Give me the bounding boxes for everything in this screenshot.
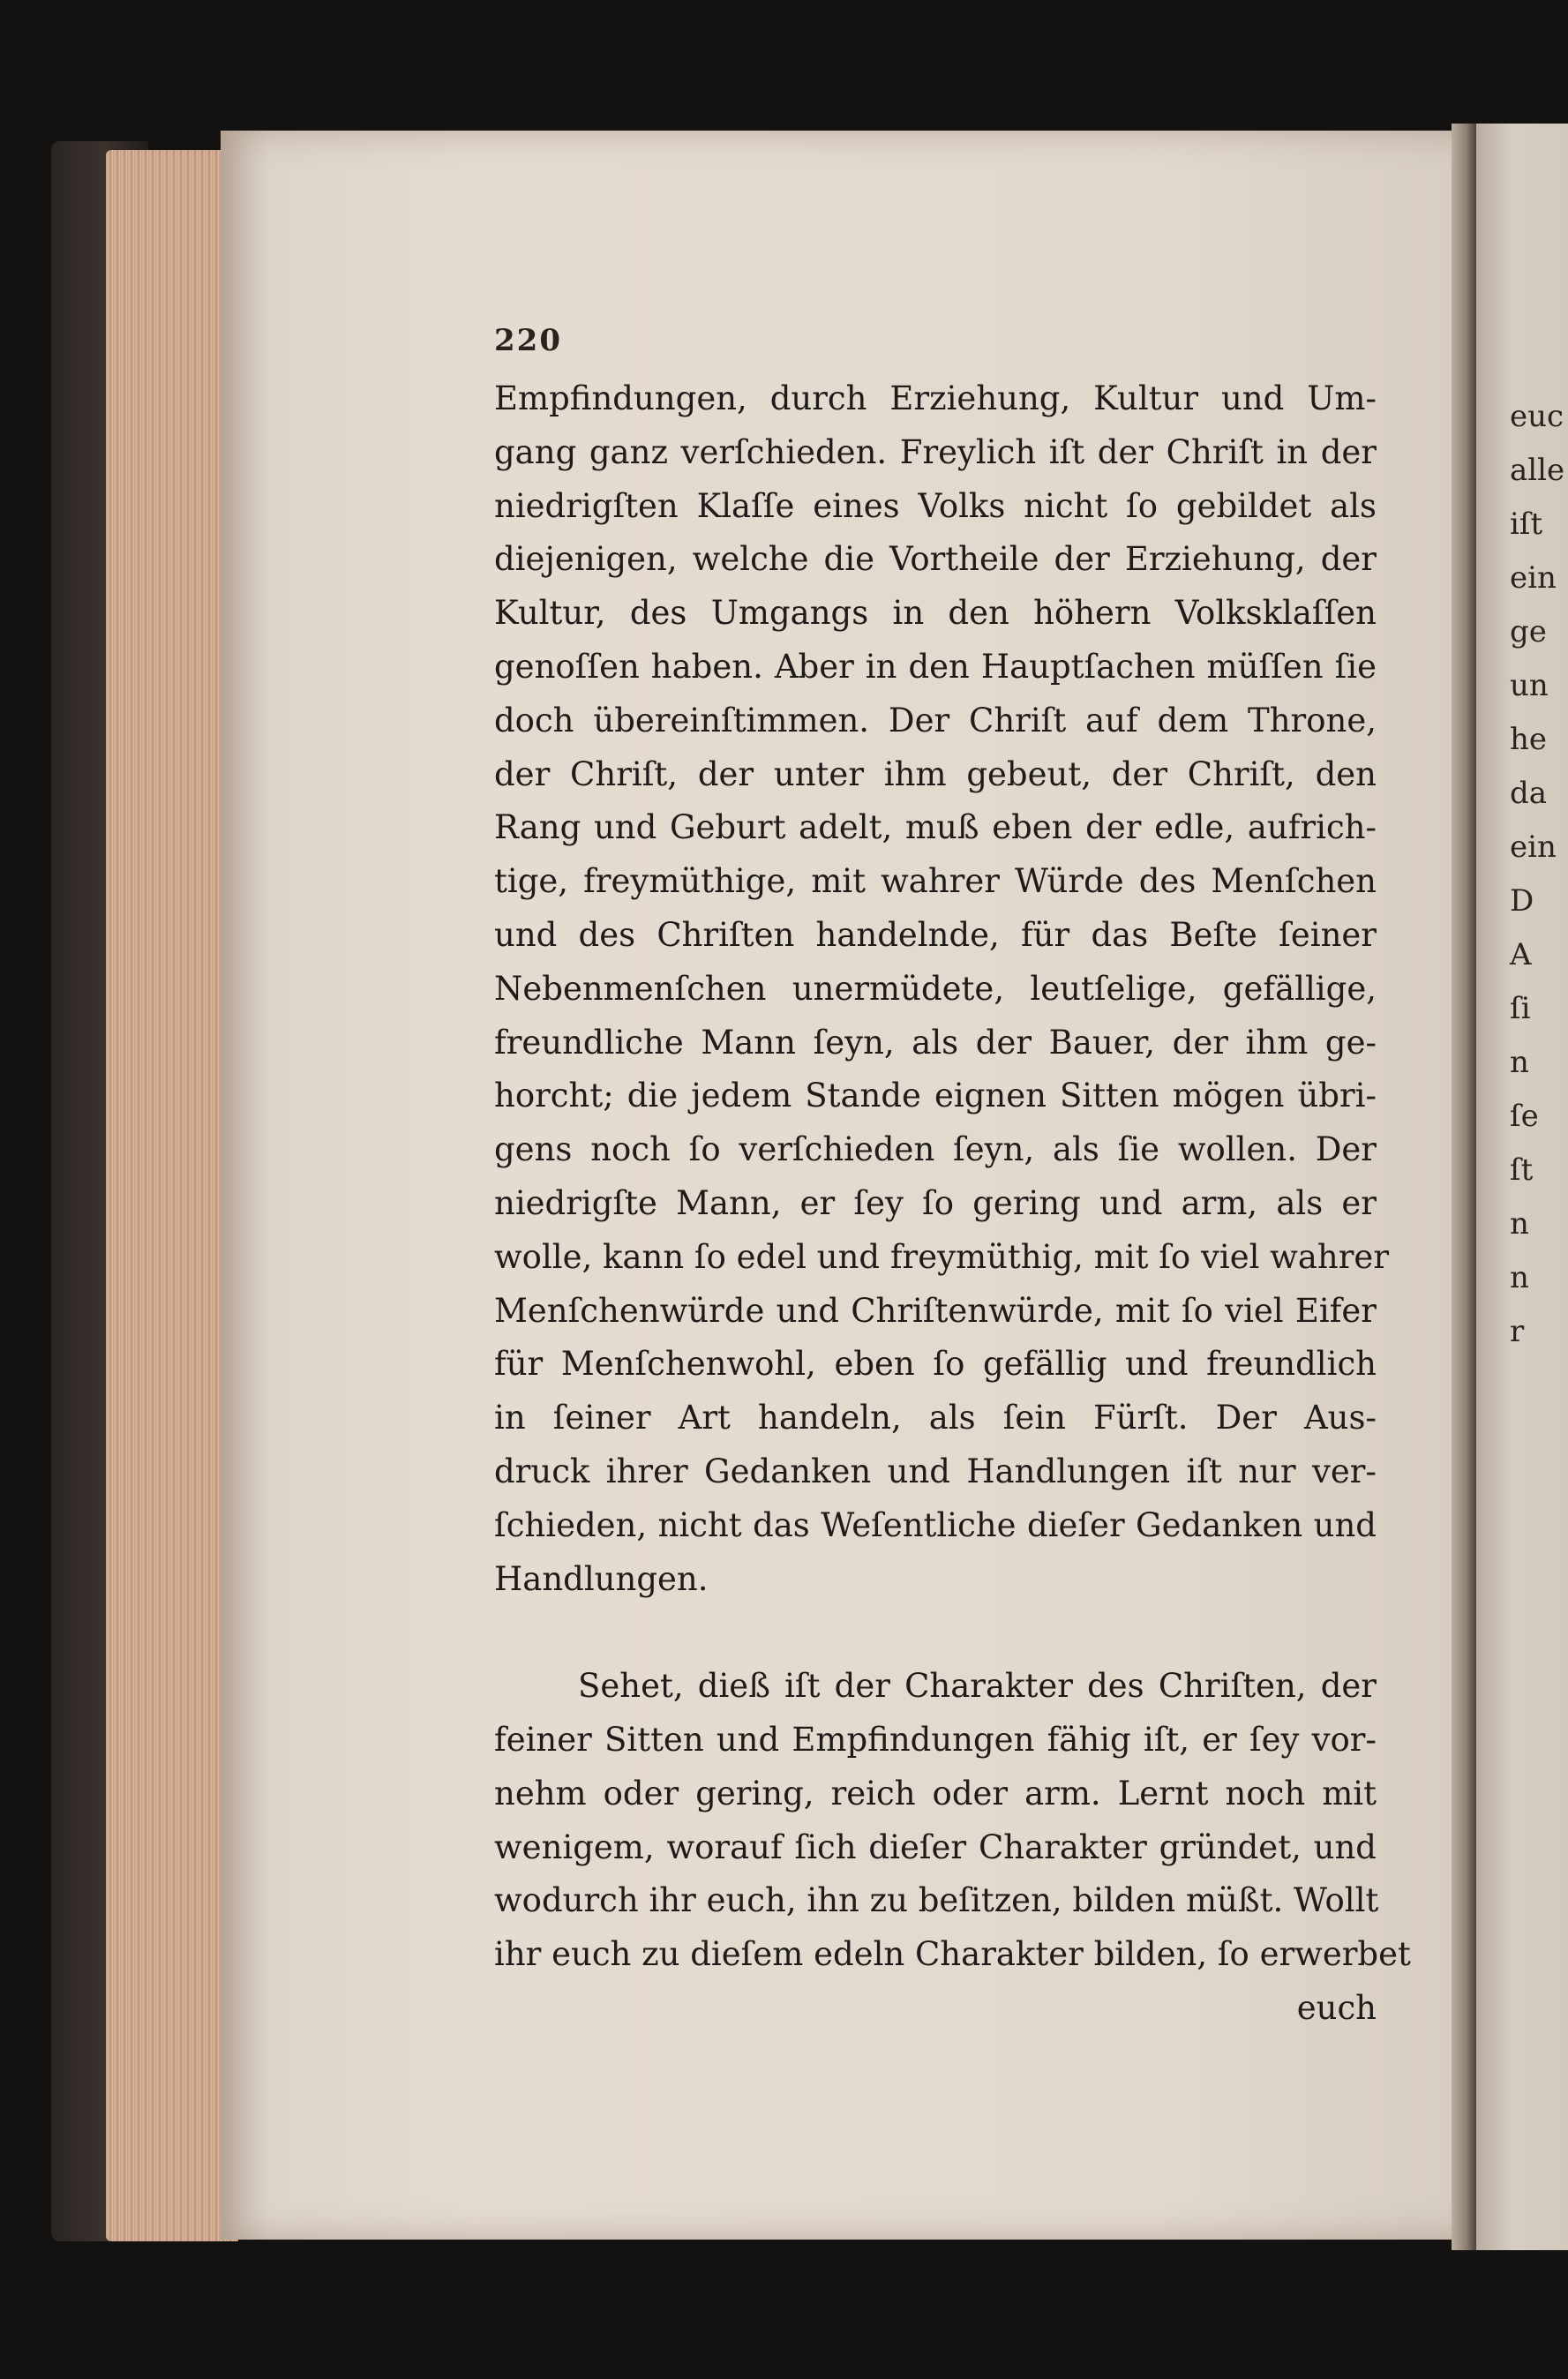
catchword: euch xyxy=(1296,1988,1377,2027)
text-line: Handlungen. xyxy=(494,1559,709,1598)
text-line: und des Chriſten handelnde, für das Beſte ſeiner xyxy=(494,915,1377,954)
text-line: wolle, kann ſo edel und freymüthig, mit ſo viel wahrer xyxy=(494,1237,1390,1276)
text-line: feiner Sitten und Empfindungen fähig iſt, er ſey vor- xyxy=(494,1720,1377,1759)
facing-page-fragment: ſe xyxy=(1510,1099,1539,1134)
text-line: in ſeiner Art handeln, als ſein Fürſt. Der Aus- xyxy=(494,1399,1377,1437)
text-line: tige, freymüthige, mit wahrer Würde des Menſchen xyxy=(494,862,1377,901)
facing-page-fragment: euc xyxy=(1510,399,1564,434)
text-line: Rang und Geburt adelt, muß eben der edle, aufrich- xyxy=(494,808,1377,847)
page-edges xyxy=(106,150,238,2241)
text-line: der Chriſt, der unter ihm gebeut, der Chriſt, den xyxy=(494,754,1377,793)
facing-page-fragment: ein xyxy=(1510,829,1557,865)
text-line: wenigem, worauf ſich dieſer Charakter gründet, und xyxy=(494,1827,1377,1866)
text-line: Empfindungen, durch Erziehung, Kultur und Um- xyxy=(494,379,1377,417)
text-line: wodurch ihr euch, ihn zu beſitzen, bilden müßt. Wollt xyxy=(494,1881,1379,1920)
text-line: doch übereinſtimmen. Der Chriſt auf dem Throne, xyxy=(494,701,1377,739)
facing-page-fragment: ge xyxy=(1510,614,1547,649)
text-line: Sehet, dieß iſt der Charakter des Chriſten, der xyxy=(578,1667,1377,1706)
text-line: nehm oder gering, reich oder arm. Lernt noch mit xyxy=(494,1774,1377,1812)
facing-page-fragment: ſi xyxy=(1510,991,1531,1026)
text-line: freundliche Mann ſeyn, als der Bauer, der ihm ge- xyxy=(494,1023,1377,1062)
facing-page-fragment: un xyxy=(1510,668,1549,703)
paragraph-1 xyxy=(494,372,1390,1606)
text-line: ihr euch zu dieſem edeln Charakter bilden, ſo erwerbet xyxy=(494,1935,1411,1974)
facing-page-fragment: da xyxy=(1510,776,1548,811)
text-line: Menſchenwürde und Chriſtenwürde, mit ſo viel Eifer xyxy=(494,1291,1377,1330)
facing-page-fragment: he xyxy=(1510,722,1548,757)
text-line: für Menſchenwohl, eben ſo gefällig und freundlich xyxy=(494,1345,1377,1384)
text-line: Kultur, des Umgangs in den höhern Volksklaſſen xyxy=(494,594,1377,633)
facing-page-fragment: n xyxy=(1510,1045,1529,1080)
page-number: 220 xyxy=(494,323,562,358)
text-line: diejenigen, welche die Vortheile der Erziehung, der xyxy=(494,540,1377,579)
text-line: niedrigſten Klaſſe eines Volks nicht ſo gebildet als xyxy=(494,486,1377,525)
facing-page-fragment: n xyxy=(1510,1206,1529,1242)
text-line: genoſſen haben. Aber in den Hauptſachen müſſen ſie xyxy=(494,647,1377,686)
facing-page-fragment: ein xyxy=(1510,560,1557,596)
text-line: niedrigſte Mann, er ſey ſo gering und arm, als er xyxy=(494,1183,1377,1222)
facing-page-fragment: D xyxy=(1510,883,1534,919)
facing-page-fragment: alle xyxy=(1510,453,1565,488)
text-line: druck ihrer Gedanken und Handlungen iſt nur ver- xyxy=(494,1452,1377,1490)
page-text xyxy=(494,319,1411,2036)
facing-page-fragment: iſt xyxy=(1510,507,1543,542)
facing-page-fragment: r xyxy=(1510,1314,1525,1349)
text-line: Nebenmenſchen unermüdete, leutſelige, gefällige, xyxy=(494,969,1377,1008)
facing-page-fragment: ſt xyxy=(1510,1152,1534,1188)
facing-page-fragment: A xyxy=(1510,937,1532,972)
text-line: gang ganz verſchieden. Freylich iſt der Chriſt in der xyxy=(494,432,1377,471)
text-line: ſchieden, nicht das Weſentliche dieſer Gedanken und xyxy=(494,1505,1377,1544)
text-line: horcht; die jedem Stande eignen Sitten mögen übri- xyxy=(494,1077,1377,1115)
book-gutter xyxy=(1452,124,1476,2250)
paragraph-2 xyxy=(494,1660,1411,2036)
facing-page-fragment: n xyxy=(1510,1260,1529,1295)
paragraph-gap xyxy=(494,1606,1377,1660)
facing-page xyxy=(1476,124,1568,2250)
text-line: gens noch ſo verſchieden ſeyn, als ſie wollen. Der xyxy=(494,1130,1377,1169)
